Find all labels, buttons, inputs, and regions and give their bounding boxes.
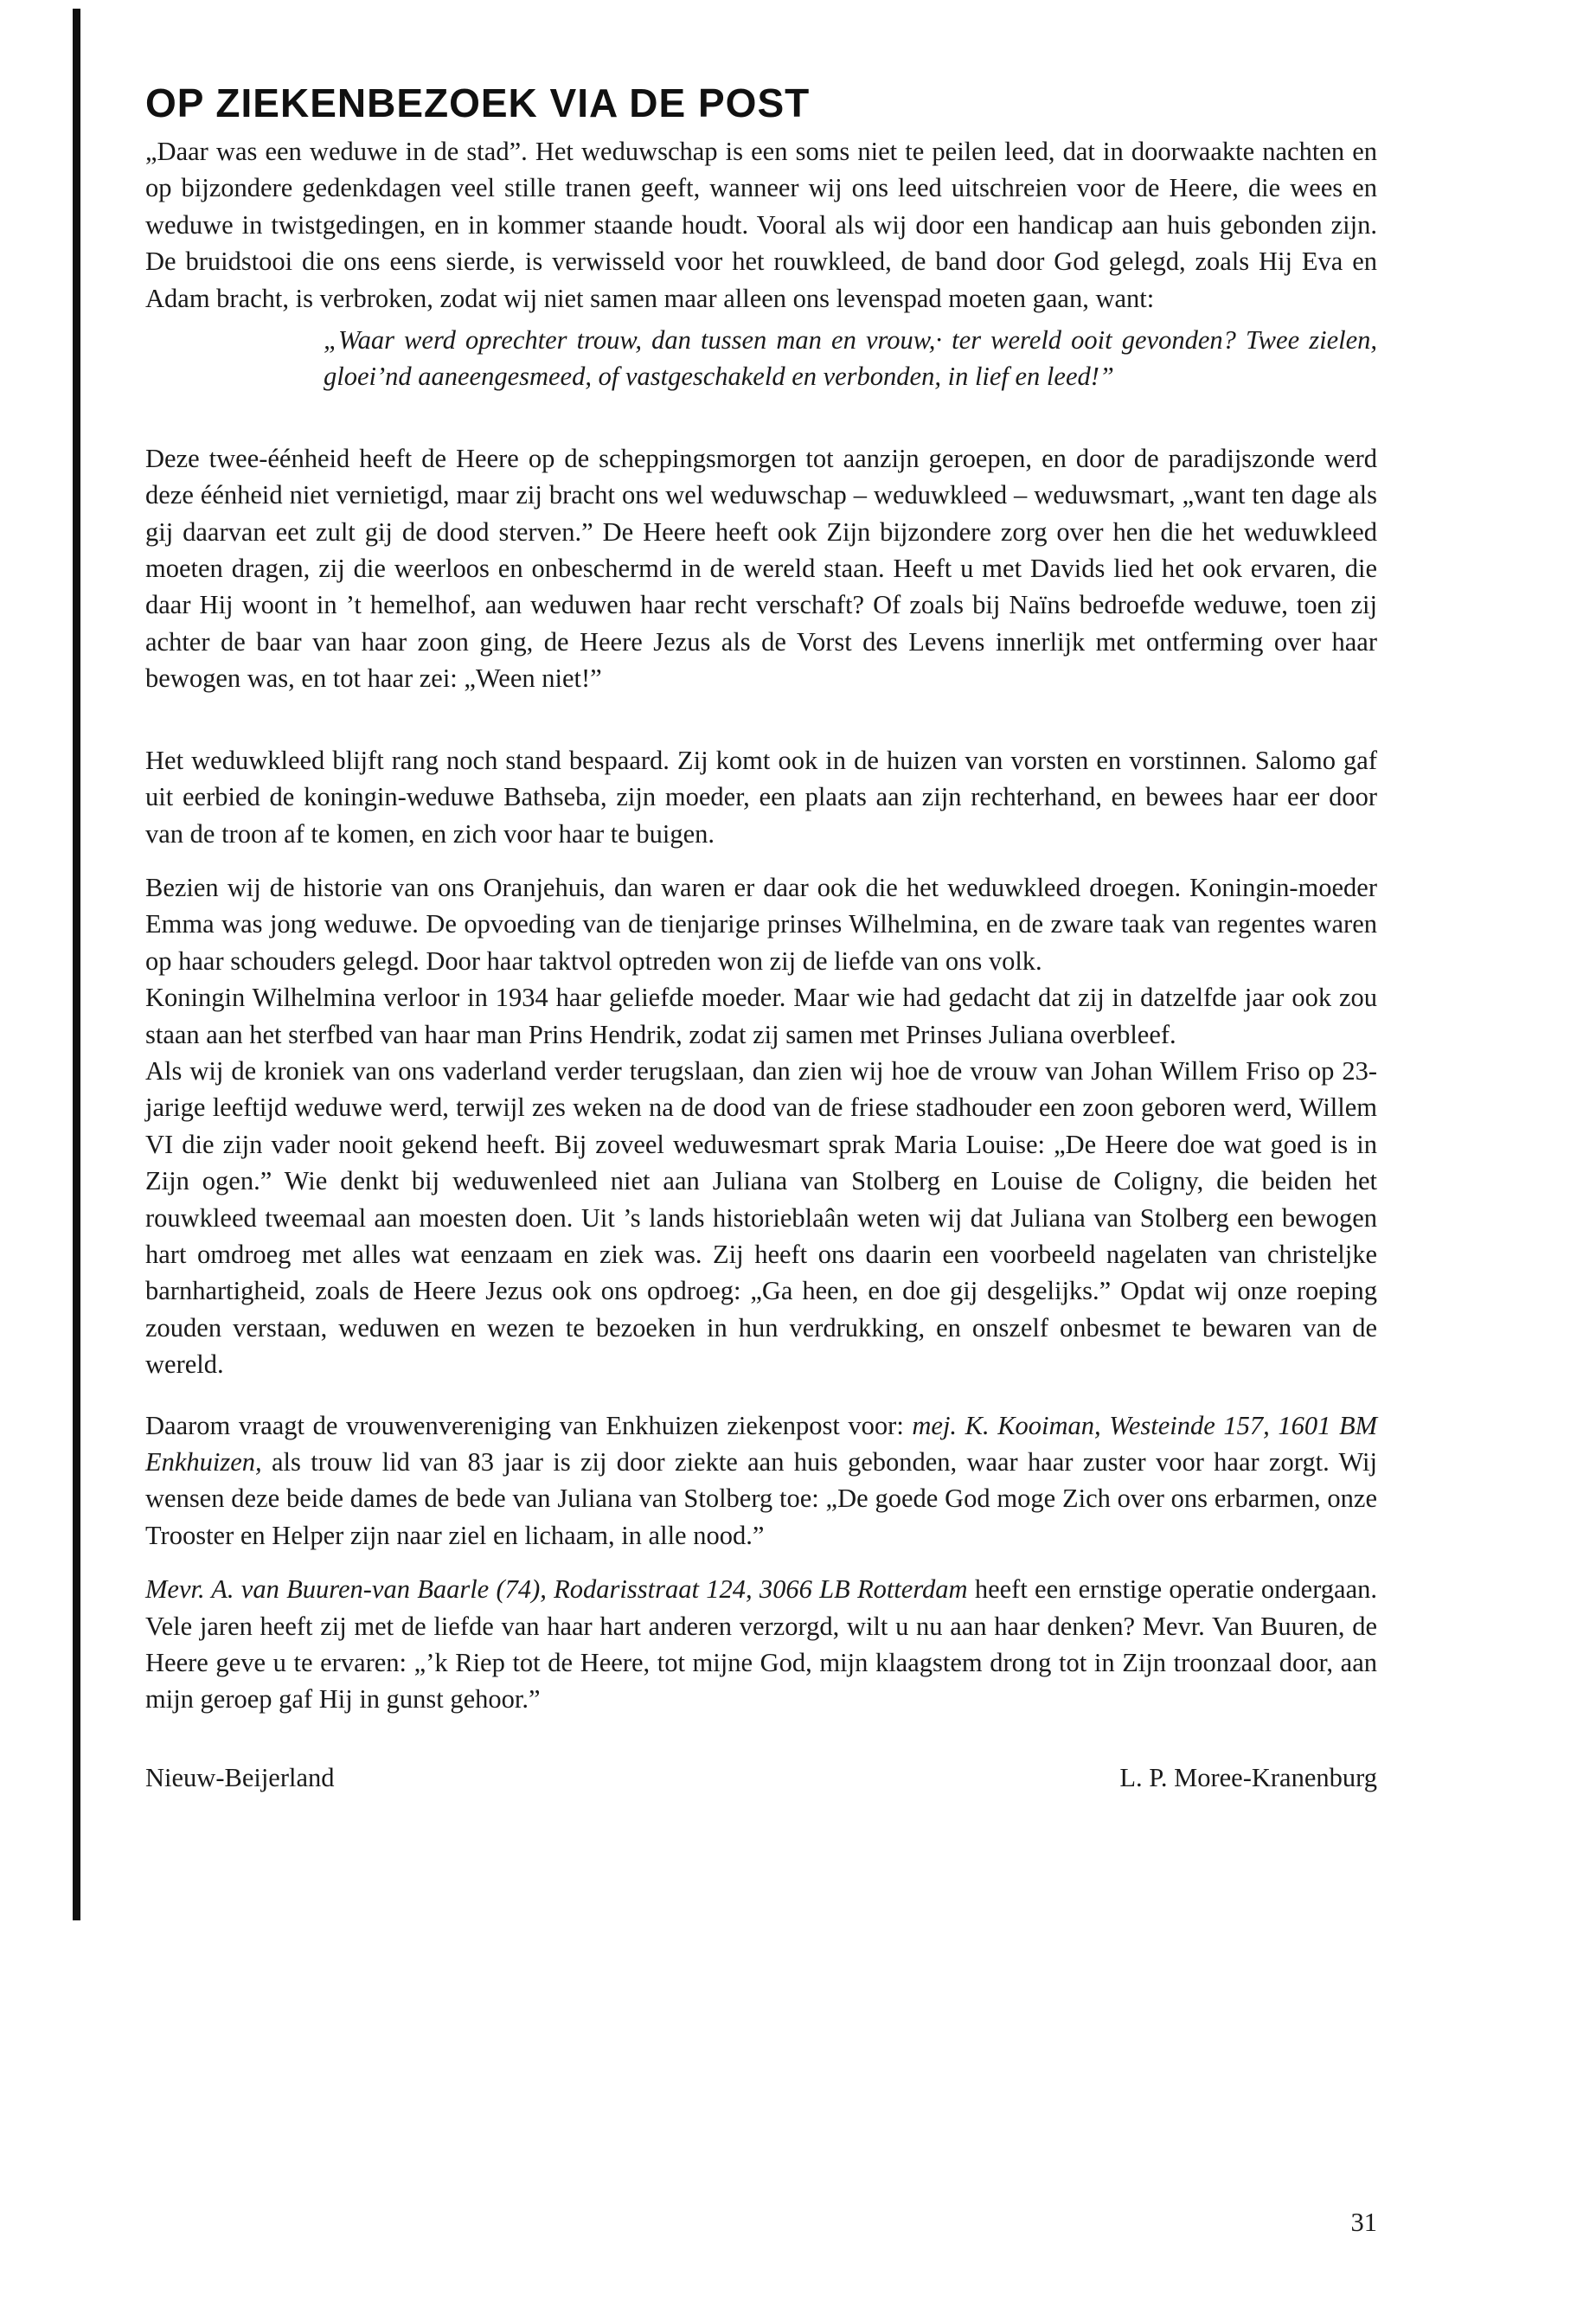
paragraph-enkhuizen [145, 1407, 1377, 1554]
paragraph-oranjehuis: Bezien wij de historie van ons Oranjehuis, dan waren er daar ook die het weduwkleed droegen. Koningin-moeder Emma was jong weduwe. De opvoeding van de tienjarige prinses Wilhelmina, en de zware taak van regentes waren op haar schouders gelegd. Door haar taktvol optreden won zij de liefde van ons volk. [145, 872, 1377, 976]
kooiman-address: mej. K. Kooiman, Westeinde 157, 1601 BM Enkhuizen, [145, 1410, 1377, 1477]
paragraph-wilhelmina: Koningin Wilhelmina verloor in 1934 haar geliefde moeder. Maar wie had gedacht dat zij in datzelfde jaar ook zou staan aan het sterfbed van haar man Prins Hendrik, zodat zij samen met Prinses Juliana overbleef. [145, 983, 1377, 1049]
paragraph-twee-eenheid: Deze twee-éénheid heeft de Heere op de scheppingsmorgen tot aanzijn geroepen, en door de paradijszonde werd deze éénheid niet vernietigd, maar zij bracht ons wel weduwschap – weduwkleed – weduwsmart, „want ten dage als gij daarvan eet zult gij de dood sterven.” De Heere heeft ook Zijn bijzondere zorg over hen die het weduwkleed moeten dragen, zij die weerloos en onbeschermd in de wereld staan. Heeft u met Davids lied het ook ervaren, die daar Hij woont in ’t hemelhof, aan weduwen haar recht verschaft? Of zoals bij Naïns bedroefde weduwe, toen zij achter de baar van haar zoon ging, de Heere Jezus als de Vorst des Levens innerlijk met ontferming over haar bewogen was, en tot haar zei: „Ween niet!” [145, 443, 1377, 694]
margin-rule [73, 9, 80, 1920]
enkhuizen-lead: Daarom vraagt de vrouwenvereniging van Enkhuizen ziekenpost voor: [145, 1410, 913, 1440]
van-buuren-address: Mevr. A. van Buuren-van Baarle (74), Rodarisstraat 124, 3066 LB Rotterdam [145, 1574, 968, 1605]
page-number: 31 [1350, 2208, 1377, 2237]
paragraph-rotterdam [145, 1571, 1377, 1718]
paragraph-intro: „Daar was een weduwe in de stad”. Het weduwschap is een soms niet te peilen leed, dat in doorwaakte nachten en op bijzondere gedenkdagen veel stille tranen geeft, wanneer wij ons leed uitschreien voor de Heere, die wees en weduwe in twistgedingen, en in kommer staande houdt. Vooral als wij door een handicap aan huis gebonden zijn. De bruidstooi die ons eens sierde, is verwisseld voor het rouwkleed, de band door God gelegd, zoals Hij Eva en Adam bracht, is verbroken, zodat wij niet samen maar alleen ons levenspad moeten gaan, want: [145, 137, 1377, 313]
signoff-place: Nieuw-Beijerland [145, 1762, 335, 1792]
enkhuizen-rest: als trouw lid van 83 jaar is zij door ziekte aan huis gebonden, waar haar zuster voor haar zorgt. Wij wensen deze beide dames de bede van Juliana van Stolberg toe: „De goede God moge Zich over ons erbarmen, onze Trooster en Helper zijn naar ziel en lichaam, in alle nood.” [145, 1447, 1377, 1550]
paragraph-weduwkleed: Het weduwkleed blijft rang noch stand bespaard. Zij komt ook in de huizen van vorsten en vorstinnen. Salomo gaf uit eerbied de koningin-weduwe Bathseba, zijn moeder, een plaats aan zijn rechterhand, en bewees haar eer door van de troon af te komen, en zich voor haar te buigen. [145, 745, 1377, 849]
signoff [145, 1759, 1377, 1796]
signoff-author: L. P. Moree-Kranenburg [1119, 1762, 1377, 1792]
paragraph-kroniek: Als wij de kroniek van ons vaderland verder terugslaan, dan zien wij hoe de vrouw van Johan Willem Friso op 23-jarige leeftijd weduwe werd, terwijl zes weken na de dood van de friese stadhouder een zoon geboren werd, Willem VI die zijn vader nooit gekend heeft. Bij zoveel weduwesmart sprak Maria Louise: „De Heere doe wat goed is in Zijn ogen.” Wie denkt bij weduwenleed niet aan Juliana van Stolberg en Louise de Coligny, die beiden het rouwkleed tweemaal aan moesten doen. Uit ’s lands historieblaân weten wij dat Juliana van Stolberg een bewogen hart omdroeg met alles wat eenzaam en ziek was. Zij heeft ons daarin een voorbeeld nagelaten van christeljke barnhartigheid, zoals de Heere Jezus ook ons opdroeg: „Ga heen, en doe gij desgelijks.” Opdat wij onze roeping zouden verstaan, weduwen en wezen te bezoeken in hun verdrukking, en onszelf onbesmet te bewaren van de wereld. [145, 1055, 1377, 1380]
article-title: OP ZIEKENBEZOEK VIA DE POST [145, 80, 811, 125]
article [145, 80, 1377, 1796]
poem-quote: „Waar werd oprechter trouw, dan tussen man en vrouw,· ter wereld ooit gevonden? Twee zielen, gloei’nd aaneengesmeed, of vastgeschakeld en verbonden, in lief en leed!” [324, 325, 1377, 392]
rotterdam-rest: heeft een ernstige operatie ondergaan. Vele jaren heeft zij met de liefde van haar hart anderen verzorgd, wilt u nu aan haar denken? Mevr. Van Buuren, de Heere geve u te ervaren: „’k Riep tot de Heere, tot mijne God, mijn klaagstem drong tot in Zijn troonzaal door, aan mijn geroep gaf Hij in gunst gehoor.” [145, 1574, 1377, 1715]
